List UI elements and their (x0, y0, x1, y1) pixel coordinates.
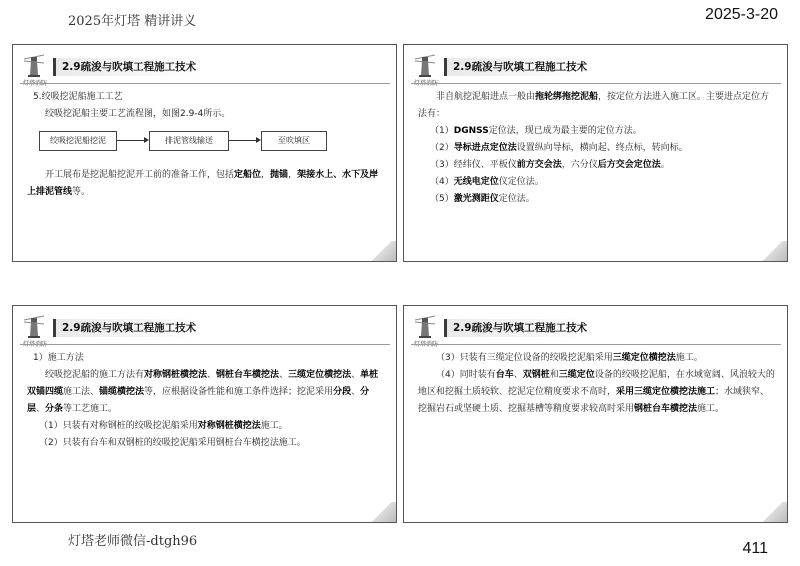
slide-body (418, 350, 775, 418)
intro-text: 绞吸挖泥船主要工艺流程图，如图2.9-4所示。 (45, 109, 231, 119)
title-divider (20, 83, 390, 84)
list-item: （3）经纬仪、平板仪前方交会法，六分仪后方交会定位法。 (430, 160, 670, 170)
slide-title: 2.9疏浚与吹填工程施工技术 (53, 319, 201, 337)
slide-3 (12, 305, 397, 523)
list-item: （5）激光测距仪定位法。 (430, 194, 535, 204)
flow-arrow-icon (229, 140, 257, 141)
lighthouse-logo-icon (20, 53, 48, 87)
page-curl-decoration (759, 241, 787, 261)
header-date: 2025-3-20 (705, 6, 778, 23)
list-item: （3）只装有三缆定位设备的绞吸挖泥船采用三缆定位横挖法施工。 (436, 353, 703, 363)
slide-body (27, 350, 384, 452)
flow-step-2: 排泥管线输送 (149, 131, 229, 151)
slide-title: 2.9疏浚与吹填工程施工技术 (444, 319, 592, 337)
flow-arrow-icon (117, 140, 145, 141)
flow-step-3: 至吹填区 (261, 131, 327, 151)
list-item: （1）DGNSS定位法，现已成为最主要的定位方法。 (430, 126, 642, 136)
title-divider (20, 344, 390, 345)
paragraph: 绞吸挖泥船的施工方法有对称钢桩横挖法、钢桩台车横挖法、三缆定位横挖法、单桩双锚四缆施工法、锚缆横挖法等，应根据设备性能和施工条件选择；挖泥采用分段、分层、分条等工艺施工。 (27, 370, 379, 414)
list-item: （1）只装有对称钢桩的绞吸挖泥船采用对称钢桩横挖法施工。 (39, 421, 288, 431)
list-item: （2）导标进点定位法设置纵向导标，横向起、终点标，转向标。 (430, 143, 688, 153)
section-heading: 1）施工方法 (33, 353, 84, 363)
slide-body (27, 89, 384, 201)
list-item: （4）无线电定位仪定位法。 (430, 177, 544, 187)
slide-4 (403, 305, 788, 523)
slide-title: 2.9疏浚与吹填工程施工技术 (444, 58, 592, 76)
title-divider (411, 83, 781, 84)
section-heading: 5.绞吸挖泥船施工工艺 (33, 92, 123, 102)
list-item: （2）只装有台车和双钢桩的绞吸挖泥船采用钢桩台车横挖法施工。 (39, 438, 306, 448)
footer-contact: 灯塔老师微信-dtgh96 (68, 534, 198, 549)
flow-step-1: 绞吸挖泥船挖泥 (39, 131, 117, 151)
page-curl-decoration (759, 502, 787, 522)
paragraph: 开工展布是挖泥船挖泥开工前的准备工作，包括定船位，抛锚，架接水上、水下及岸上排泥管线等。 (27, 170, 379, 197)
lighthouse-logo-icon (411, 314, 439, 348)
process-flowchart (27, 131, 384, 157)
page-curl-decoration (368, 502, 396, 522)
page-curl-decoration (368, 241, 396, 261)
slide-1 (12, 44, 397, 262)
slide-2 (403, 44, 788, 262)
slide-body (418, 89, 775, 208)
header-title: 2025年灯塔 精讲讲义 (68, 14, 197, 29)
page-number: 411 (742, 540, 768, 557)
lighthouse-logo-icon (411, 53, 439, 87)
title-divider (411, 344, 781, 345)
slide-title: 2.9疏浚与吹填工程施工技术 (53, 58, 201, 76)
lighthouse-logo-icon (20, 314, 48, 348)
list-item: （4）同时装有台车、双钢桩和三缆定位设备的绞吸挖泥船，在水域宽阔、风浪较大的地区和挖掘土质较软、挖泥定位精度要求不高时，采用三缆定位横挖法施工；水域狭窄、挖掘岩石或坚硬土质、挖掘基槽等精度要求较高时采用钢桩台车横挖法施工。 (418, 370, 775, 414)
intro-paragraph: 非自航挖泥船进点一般由拖轮绑拖挖泥船，按定位方法进入施工区。主要进点定位方法有： (418, 92, 770, 119)
